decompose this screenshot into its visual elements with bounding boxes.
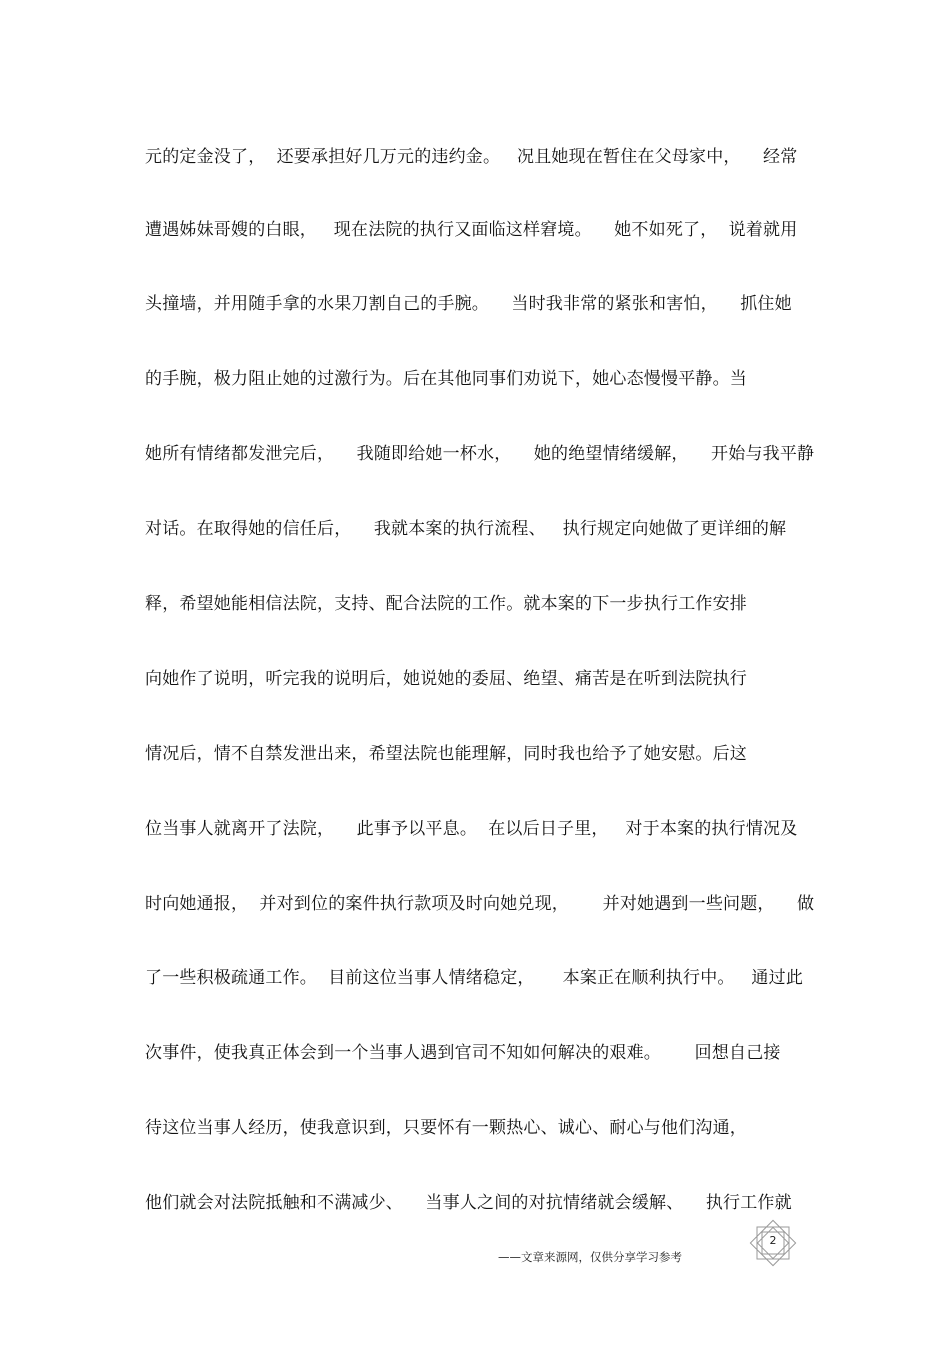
text-line: 待这位当事人经历，使我意识到，只要怀有一颗热心、诚心、耐心与他们沟通，	[145, 1118, 747, 1138]
page-number: 2	[769, 1234, 777, 1247]
text-line: 他们就会对法院抵触和不满减少、 当事人之间的对抗情绪就会缓解、 执行工作就	[145, 1193, 792, 1213]
text-line: 向她作了说明，听完我的说明后，她说她的委屈、绝望、痛苦是在听到法院执行	[145, 669, 747, 689]
page-number-badge	[749, 1219, 797, 1267]
text-line: 的手腕，极力阻止她的过激行为。后在其他同事们劝说下，她心态慢慢平静。当	[145, 369, 747, 389]
footer-source-note: ——文章来源网，仅供分享学习参考	[498, 1250, 682, 1264]
text-line: 了一些积极疏通工作。 目前这位当事人情绪稳定， 本案正在顺利执行中。 通过此	[145, 968, 804, 988]
text-line: 头撞墙，并用随手拿的水果刀割自己的手腕。 当时我非常的紧张和害怕， 抓住她	[145, 294, 792, 314]
text-line: 释，希望她能相信法院，支持、配合法院的工作。就本案的下一步执行工作安排	[145, 594, 747, 614]
text-line: 元的定金没了， 还要承担好几万元的违约金。 况且她现在暂住在父母家中， 经常	[145, 147, 798, 167]
text-line: 遭遇姊妹哥嫂的白眼， 现在法院的执行又面临这样窘境。 她不如死了， 说着就用	[145, 220, 798, 240]
text-line: 时向她通报， 并对到位的案件执行款项及时向她兑现， 并对她遇到一些问题， 做	[145, 894, 815, 914]
text-line: 对话。在取得她的信任后， 我就本案的执行流程、 执行规定向她做了更详细的解	[145, 519, 787, 539]
text-line: 她所有情绪都发泄完后， 我随即给她一杯水， 她的绝望情绪缓解， 开始与我平静	[145, 444, 815, 464]
text-line: 情况后，情不自禁发泄出来，希望法院也能理解，同时我也给予了她安慰。后这	[145, 744, 747, 764]
text-line: 位当事人就离开了法院， 此事予以平息。 在以后日子里， 对于本案的执行情况及	[145, 819, 798, 839]
text-line: 次事件，使我真正体会到一个当事人遇到官司不知如何解决的艰难。 回想自己接	[145, 1043, 781, 1063]
